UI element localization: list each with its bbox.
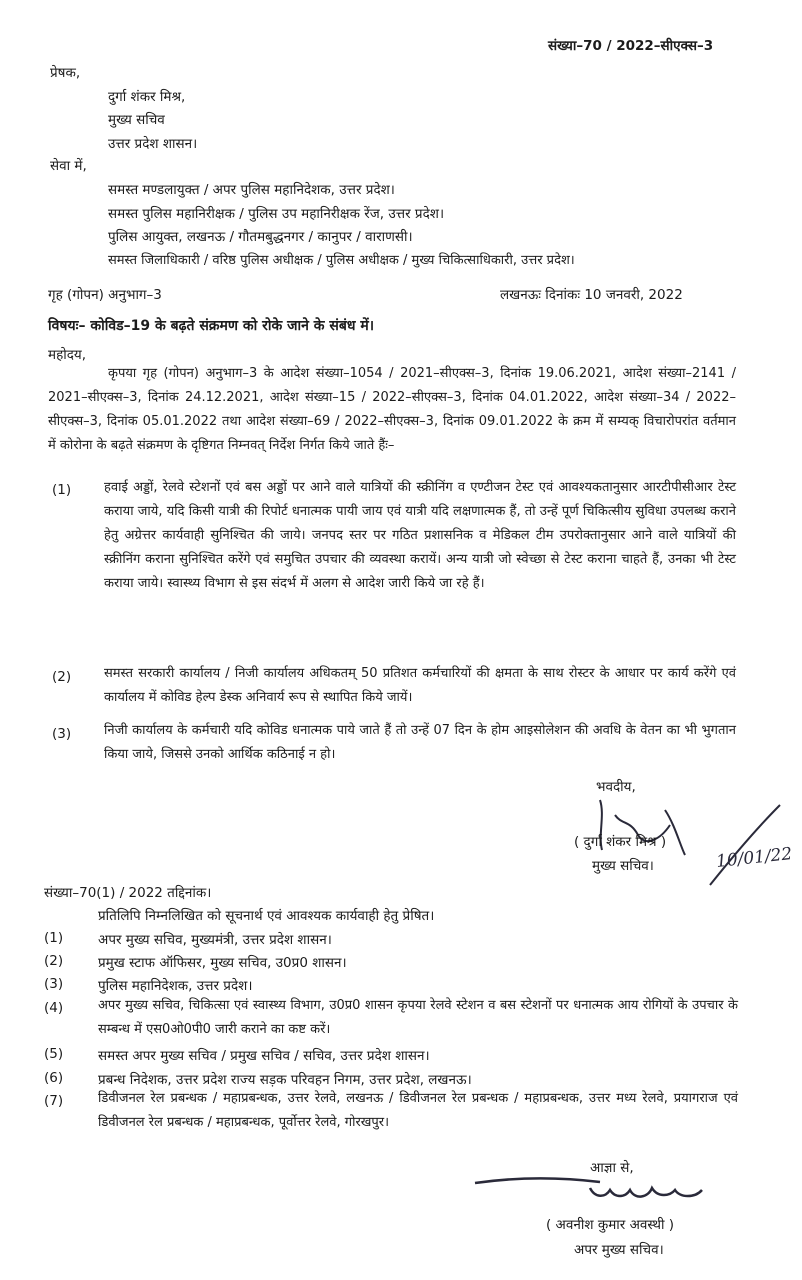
sender-name: दुर्गा शंकर मिश्र, bbox=[108, 89, 186, 105]
copy-item-number: (6) bbox=[44, 1070, 64, 1086]
recipient-line: समस्त जिलाधिकारी / वरिष्ठ पुलिस अधीक्षक / पुलिस अधीक्षक / मुख्य चिकित्साधिकारी, उत्तर प्रदेश। bbox=[108, 253, 575, 268]
sender-designation: मुख्य सचिव bbox=[108, 112, 165, 128]
copy-item-number: (5) bbox=[44, 1046, 64, 1062]
sender-office: उत्तर प्रदेश शासन। bbox=[108, 136, 198, 152]
copy-item-text: पुलिस महानिदेशक, उत्तर प्रदेश। bbox=[98, 978, 253, 994]
directive-number: (3) bbox=[52, 726, 72, 742]
copy-item-number: (7) bbox=[44, 1093, 64, 1109]
copy-item-number: (2) bbox=[44, 953, 64, 969]
salutation: महोदय, bbox=[48, 347, 87, 363]
copy-item-text: प्रबन्ध निदेशक, उत्तर प्रदेश राज्य सड़क परिवहन निगम, उत्तर प्रदेश, लखनऊ। bbox=[98, 1072, 472, 1088]
department: गृह (गोपन) अनुभाग–3 bbox=[48, 287, 162, 303]
yours-faithfully: भवदीय, bbox=[596, 779, 636, 795]
handwritten-date: 10/01/22 bbox=[715, 844, 794, 872]
copy-item-text: डिवीजनल रेल प्रबन्धक / महाप्रबन्धक, उत्तर रेलवे, लखनऊ / डिवीजनल रेल प्रबन्धक / महाप्रबन्धक, उत्तर मध्य रेलवे, प्रयागराज एवं डिवीजनल रेल प्रबन्धक / महाप्रबन्धक, पूर्वोत्तर रेलवे, गोरखपुर। bbox=[98, 1091, 738, 1130]
place-date: लखनऊः दिनांकः 10 जनवरी, 2022 bbox=[500, 287, 683, 303]
directive-number: (2) bbox=[52, 669, 72, 685]
recipient-line: पुलिस आयुक्त, लखनऊ / गौतमबुद्धनगर / कानुपर / वाराणसी। bbox=[108, 229, 413, 245]
copy-item-text: अपर मुख्य सचिव, चिकित्सा एवं स्वास्थ्य विभाग, उ0प्र0 शासन कृपया रेलवे स्टेशन व बस स्टेशनों पर धनात्मक आय रोगियों के उपचार के सम्बन्ध में एस0ओ0पी0 जारी कराने का कष्ट करें। bbox=[98, 998, 738, 1037]
copy-intro: प्रतिलिपि निम्नलिखित को सूचनार्थ एवं आवश्यक कार्यवाही हेतु प्रेषित। bbox=[98, 908, 435, 924]
copy-item-number: (4) bbox=[44, 1000, 64, 1016]
intro-paragraph: कृपया गृह (गोपन) अनुभाग–3 के आदेश संख्या–1054 / 2021–सीएक्स–3, दिनांक 19.06.2021, आदेश संख्या–2141 / 2021–सीएक्स–3, दिनांक 24.12.2021, आदेश संख्या–15 / 2022–सीएक्स–3, दिनांक 04.01.2022, आदेश संख्या–34 / 2022–सीएक्स–3, दिनांक 05.01.2022 तथा आदेश संख्या–69 / 2022–सीएक्स–3, दिनांक 09.01.2022 के क्रम में सम्यक् विचारोपरांत वर्तमान में कोरोना के बढ़ते संक्रमण के दृष्टिगत निम्नवत् निर्देश निर्गत किये जाते हैंः– bbox=[48, 366, 736, 453]
copy-item-text: अपर मुख्य सचिव, मुख्यमंत्री, उत्तर प्रदेश शासन। bbox=[98, 932, 332, 948]
closing-designation: मुख्य सचिव। bbox=[592, 858, 654, 874]
sender-label: प्रेषक, bbox=[50, 65, 81, 81]
recipients-label: सेवा में, bbox=[50, 158, 87, 174]
order-designation: अपर मुख्य सचिव। bbox=[574, 1242, 664, 1258]
reference-number: संख्या–70 / 2022–सीएक्स–3 bbox=[548, 38, 714, 54]
copy-item-text: समस्त अपर मुख्य सचिव / प्रमुख सचिव / सचिव, उत्तर प्रदेश शासन। bbox=[98, 1048, 430, 1064]
order-signatory: ( अवनीश कुमार अवस्थी ) bbox=[546, 1217, 675, 1233]
directive-number: (1) bbox=[52, 482, 72, 498]
directive-text: निजी कार्यालय के कर्मचारी यदि कोविड धनात्मक पाये जाते हैं तो उन्हें 07 दिन के होम आइसोलेशन की अवधि के वेतन का भी भुगतान किया जाये, जिससे उनको आर्थिक कठिनाई न हो। bbox=[104, 723, 736, 762]
recipient-line: समस्त मण्डलायुक्त / अपर पुलिस महानिदेशक, उत्तर प्रदेश। bbox=[108, 182, 395, 198]
copy-reference: संख्या–70(1) / 2022 तद्दिनांक। bbox=[44, 885, 212, 901]
handwritten-signature-2 bbox=[470, 1168, 730, 1213]
subject: विषयः– कोविड–19 के बढ़ते संक्रमण को रोके जाने के संबंध में। bbox=[48, 318, 375, 334]
recipient-line: समस्त पुलिस महानिरीक्षक / पुलिस उप महानिरीक्षक रेंज, उत्तर प्रदेश। bbox=[108, 206, 445, 222]
directive-text: समस्त सरकारी कार्यालय / निजी कार्यालय अधिकतम् 50 प्रतिशत कर्मचारियों की क्षमता के साथ रोस्टर के आधार पर कार्य करेंगे एवं कार्यालय में कोविड हेल्प डेस्क अनिवार्य रूप से स्थापित किये जायें। bbox=[104, 666, 736, 705]
closing-signatory: ( दुर्गा शंकर मिश्र ) bbox=[574, 834, 667, 850]
by-order: आज्ञा से, bbox=[590, 1160, 634, 1176]
directive-text: हवाई अड्डों, रेलवे स्टेशनों एवं बस अड्डों पर आने वाले यात्रियों की स्क्रीनिंग व एण्टीजन टेस्ट एवं आवश्यकतानुसार आरटीपीसीआर टेस्ट कराया जाये, यदि किसी यात्री की रिपोर्ट धनात्मक पायी जाय एवं यात्री यदि लक्षणात्मक हैं, तो उन्हें पूर्ण चिकित्सीय सुविधा उपलब्ध कराने हेतु अग्रेत्तर कार्यवाही सुनिश्चित की जाये। जनपद स्तर पर गठित प्रशासनिक व मेडिकल टीम उपरोक्तानुसार आने वाले यात्रियों की स्क्रीनिंग कराना सुनिश्चित करेंगे एवं समुचित उपचार की व्यवस्था करायें। अन्य यात्री जो स्वेच्छा से टेस्ट कराना चाहते हैं, उनका भी टेस्ट कराया जाये। स्वास्थ्य विभाग से इस संदर्भ में अलग से आदेश जारी किये जा रहे हैं। bbox=[104, 480, 736, 591]
copy-item-number: (3) bbox=[44, 976, 64, 992]
copy-item-text: प्रमुख स्टाफ ऑफिसर, मुख्य सचिव, उ0प्र0 शासन। bbox=[98, 955, 347, 971]
copy-item-number: (1) bbox=[44, 930, 64, 946]
